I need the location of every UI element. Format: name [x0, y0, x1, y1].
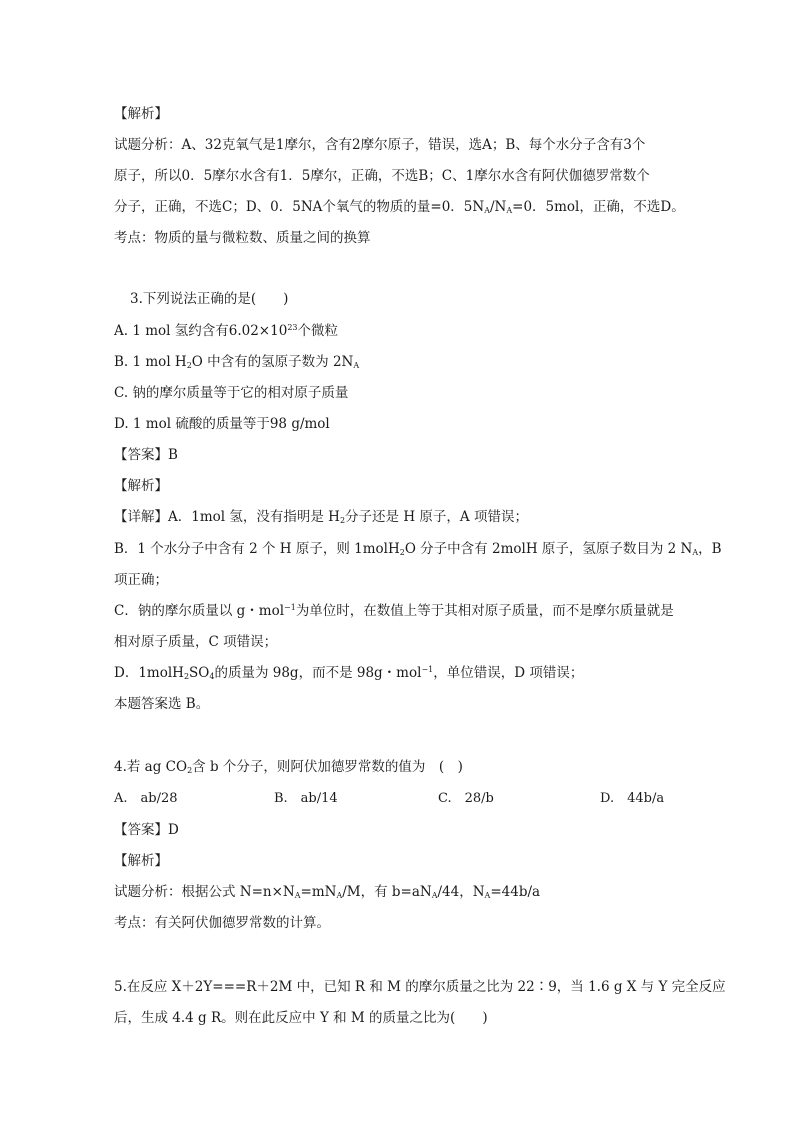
question-4-analysis-line: 试题分析：根据公式 $N=n\times N_A=mN_A/M$，有 $b=aN_A/44$，$N_A=44b/a$: [114, 884, 541, 900]
analysis-line-2: 原子，所以0．5摩尔水含有1．5摩尔，正确，不选B；C、1摩尔水含有阿伏伽德罗常数个: [114, 168, 650, 184]
question-4-stem: 4.若 ag $CO_2$含 b 个分子，则阿伏加德罗常数的值为 ( ): [114, 759, 463, 775]
question-3-option-a: A. 1 mol 氢约含有$6.02\times 10^{23}$个微粒: [114, 323, 338, 339]
question-3-option-c: C. 钠的摩尔质量等于它的相对原子质量: [114, 385, 349, 401]
question-3-stem: 3.下列说法正确的是( ): [130, 291, 289, 307]
question-5-line-1: 5.在反应 X＋2Y===R＋2M 中，已知 R 和 M 的摩尔质量之比为 22∶9，当 1.6 g X 与 Y 完全反应: [114, 979, 726, 995]
question-3-detail-3b: 相对原子质量，C 项错误；: [114, 634, 278, 650]
analysis-line-1: 试题分析：A、32克氧气是1摩尔，含有2摩尔原子，错误，选A；B、每个水分子含有3个: [114, 137, 646, 153]
question-3-detail-4: D．$1molH_2SO_4$的质量为 98g，而不是 98g・mol$^{-1}$，单位错误，D 项错误；: [114, 665, 584, 681]
question-3-option-d: D. 1 mol 硫酸的质量等于98 g/mol: [114, 416, 330, 432]
question-3-detail-2: B．1 个水分子中含有 2 个 H 原子，则 1molH$_2$O 分子中含有 2molH 原子，氢原子数目为 2 $N_A$，B: [114, 541, 722, 557]
analysis-point: 考点：物质的量与微粒数、质量之间的换算: [114, 230, 371, 246]
question-3-analysis-heading: 【解析】: [114, 478, 168, 494]
question-4-option-d: D. 44b/a: [600, 791, 665, 806]
question-3-detail-2b: 项正确；: [114, 572, 168, 588]
question-3-conclusion: 本题答案选 B。: [114, 696, 210, 712]
question-3-detail-1: 【详解】A．1mol 氢，没有指明是 $H_2$分子还是 H 原子，A 项错误；: [114, 509, 528, 525]
analysis-heading: 【解析】: [114, 106, 168, 122]
question-4-option-b: B. ab/14: [274, 791, 338, 806]
question-4-analysis-heading: 【解析】: [114, 853, 168, 869]
question-5-line-2: 后，生成 4.4 g R。则在此反应中 Y 和 M 的质量之比为( ): [114, 1010, 488, 1026]
question-4-point: 考点：有关阿伏伽德罗常数的计算。: [114, 915, 330, 931]
question-4-option-c: C. 28/b: [438, 791, 494, 806]
question-3-answer: 【答案】B: [114, 447, 178, 463]
question-3-detail-3: C．钠的摩尔质量以 g・mol$^{-1}$为单位时，在数值上等于其相对原子质量，而不是摩尔质量就是: [114, 603, 674, 619]
question-4-option-a: A. ab/28: [114, 791, 178, 806]
question-3-option-b: B. 1 mol $H_2O$ 中含有的氢原子数为 $2N_A$: [114, 354, 360, 370]
analysis-line-3: 分子，正确，不选C；D、0．5NA个氧气的物质的量=0．$5N_A/N_A=0$．5mol，正确，不选D。: [114, 199, 685, 215]
question-4-answer: 【答案】D: [114, 822, 179, 838]
